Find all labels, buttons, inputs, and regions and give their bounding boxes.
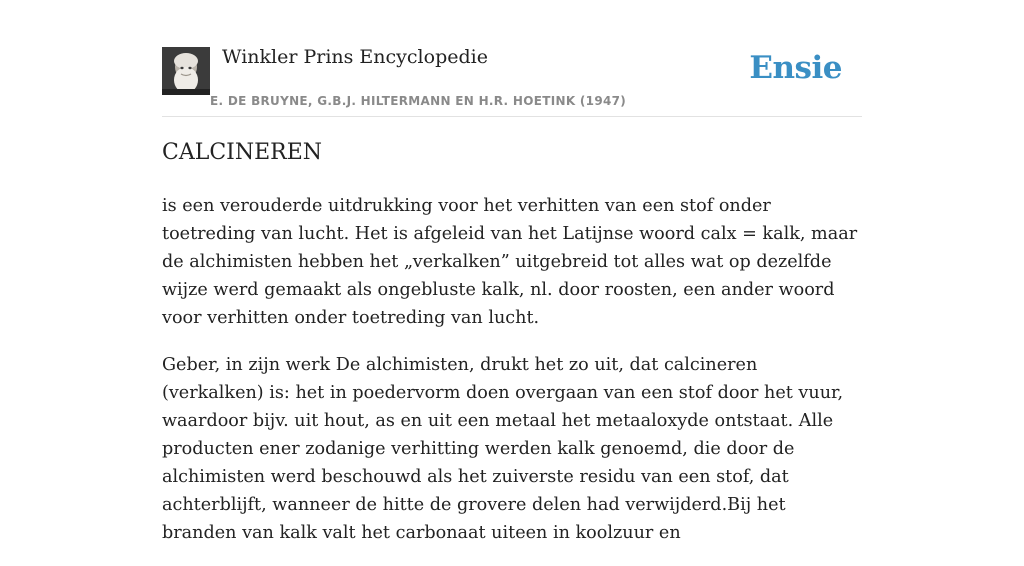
source-header: [162, 0, 862, 117]
source-authors: E. DE BRUYNE, G.B.J. HILTERMANN EN H.R. HOETINK (1947): [210, 94, 627, 108]
article-paragraph: is een verouderde uitdrukking voor het verhitten van een stof onder toetreding van lucht. Het is afgeleid van het Latijnse woord calx = kalk, maar de alchimisten hebben het „verkalken” uitgebreid tot alles wat op dezelfde wijze werd gemaakt als ongebluste kalk, nl. door roosten, een ander woord voor verhitten onder toetreding van lucht.: [162, 196, 858, 328]
article-body: [162, 192, 862, 566]
content-container: [162, 0, 862, 543]
brand-logo[interactable]: Ensie: [749, 50, 842, 86]
source-title[interactable]: Winkler Prins Encyclopedie: [222, 46, 488, 68]
portrait-icon: [162, 47, 210, 95]
article-title: CALCINEREN: [162, 140, 323, 165]
article-paragraph: Geber, in zijn werk De alchimisten, drukt het zo uit, dat calcineren (verkalken) is: het in poedervorm doen overgaan van een stof door het vuur, waardoor bijv. uit hout, as en uit een metaal het metaaloxyde ontstaat. Alle producten ener zodanige verhitting werden kalk genoemd, die door de alchimisten werd beschouwd als het zuiverste residu van een stof, dat achterblijft, wanneer de hitte de grovere delen had verwijderd.Bij het branden van kalk valt het carbonaat uiteen in koolzuur en: [162, 355, 844, 543]
author-avatar[interactable]: [162, 47, 210, 95]
